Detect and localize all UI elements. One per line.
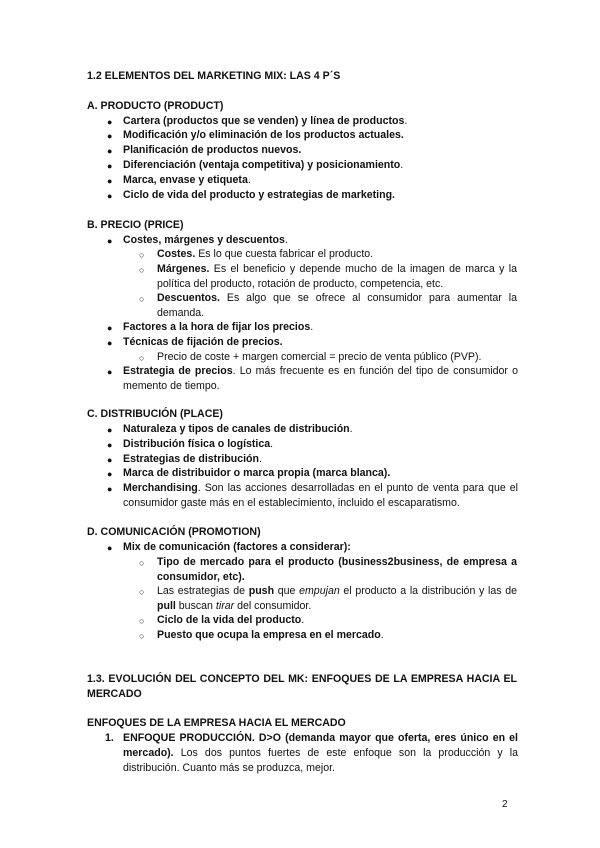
- list-item: Costes, márgenes y descuentos.: [123, 234, 288, 246]
- circle-bullet-icon: ○: [139, 250, 145, 260]
- circle-bullet-icon: ○: [139, 265, 145, 275]
- sub-item: Ciclo de la vida del producto.: [157, 614, 305, 626]
- item-bold: Modificación y/o eliminación de los productos actuales.: [123, 129, 404, 141]
- bullet-icon: ●: [107, 484, 113, 494]
- bullet-icon: ●: [107, 146, 113, 156]
- item-rest: .: [247, 174, 251, 186]
- bullet-icon: ●: [107, 176, 113, 186]
- circle-bullet-icon: ○: [139, 294, 145, 304]
- section-12-title: 1.2 ELEMENTOS DEL MARKETING MIX: LAS 4 P´S: [87, 70, 341, 82]
- list-item: Merchandising. Son las acciones desarrolladas en el punto de venta para que el consumidor gaste más en el establecimiento, incluido el escaparatismo.: [123, 482, 518, 509]
- bullet-icon: ●: [107, 191, 113, 201]
- sub-item: Tipo de mercado para el producto (business2business, de empresa a consumidor, etc).: [157, 556, 517, 583]
- item-rest: .: [404, 115, 408, 127]
- item-bold: Diferenciación (ventaja competitiva) y posicionamiento: [123, 159, 401, 171]
- distribucion-heading: C. DISTRIBUCIÓN (PLACE): [87, 408, 223, 420]
- precio-heading: B. PRECIO (PRICE): [87, 219, 184, 231]
- list-item: ENFOQUE PRODUCCIÓN. D>O (demanda mayor que oferta, eres único en el mercado). Los dos puntos fuertes de este enfoque son la producción y la distribución. Cuanto más se produzca, mejor.: [123, 732, 518, 774]
- list-item: Estrategias de distribución.: [123, 453, 262, 465]
- sub-item: Costes. Es lo que cuesta fabricar el producto.: [157, 248, 374, 260]
- circle-bullet-icon: ○: [139, 558, 145, 568]
- bullet-icon: ●: [107, 543, 113, 553]
- sub-item: Las estrategias de push que empujan el producto a la distribución y las de pull buscan tirar del consumidor.: [157, 585, 518, 612]
- bullet-icon: ●: [107, 425, 113, 435]
- numbered-marker: 1.: [105, 732, 114, 744]
- bullet-icon: ●: [107, 131, 113, 141]
- list-item: Técnicas de fijación de precios.: [123, 336, 283, 348]
- sub-item: Descuentos. Es algo que se ofrece al consumidor para aumentar la demanda.: [157, 292, 517, 319]
- list-item: Marca de distribuidor o marca propia (marca blanca).: [123, 467, 391, 479]
- list-item: Mix de comunicación (factores a considerar):: [123, 541, 351, 553]
- bullet-icon: ●: [107, 455, 113, 465]
- circle-bullet-icon: ○: [139, 587, 145, 597]
- producto-heading: A. PRODUCTO (PRODUCT): [87, 100, 224, 112]
- enfoques-heading: ENFOQUES DE LA EMPRESA HACIA EL MERCADO: [87, 717, 346, 729]
- sub-item: Puesto que ocupa la empresa en el mercado.: [157, 629, 384, 641]
- bullet-icon: ●: [107, 117, 113, 127]
- item-rest: .: [400, 159, 404, 171]
- item-bold: Marca, envase y etiqueta: [123, 174, 248, 186]
- circle-bullet-icon: ○: [139, 616, 145, 626]
- list-item: Distribución física o logística.: [123, 438, 274, 450]
- list-item: Naturaleza y tipos de canales de distribución.: [123, 423, 353, 435]
- comunicacion-heading: D. COMUNICACIÓN (PROMOTION): [87, 526, 261, 538]
- item-bold: Planificación de productos nuevos.: [123, 144, 302, 156]
- list-item: Estrategia de precios. Lo más frecuente es en función del tipo de consumidor o memento de tiempo.: [123, 365, 518, 392]
- sub-item: Márgenes. Es el beneficio y depende mucho de la imagen de marca y la política del producto, rotación de producto, competencia, etc.: [157, 263, 517, 290]
- bullet-icon: ●: [107, 440, 113, 450]
- bullet-icon: ●: [107, 367, 113, 377]
- bullet-icon: ●: [107, 323, 113, 333]
- bullet-icon: ●: [107, 338, 113, 348]
- bullet-icon: ●: [107, 236, 113, 246]
- circle-bullet-icon: ○: [139, 631, 145, 641]
- bullet-icon: ●: [107, 161, 113, 171]
- bullet-icon: ●: [107, 469, 113, 479]
- circle-bullet-icon: ○: [139, 353, 145, 363]
- page-number: 2: [502, 799, 508, 810]
- item-bold: Cartera (productos que se venden) y línea de productos: [123, 115, 405, 127]
- item-bold: Ciclo de vida del producto y estrategias de marketing.: [123, 189, 395, 201]
- sub-item: Precio de coste + margen comercial = precio de venta público (PVP).: [157, 351, 482, 363]
- section-13-title: 1.3. EVOLUCIÓN DEL CONCEPTO DEL MK: ENFOQUES DE LA EMPRESA HACIA EL MERCADO: [87, 673, 517, 700]
- list-item: Factores a la hora de fijar los precios.: [123, 321, 314, 333]
